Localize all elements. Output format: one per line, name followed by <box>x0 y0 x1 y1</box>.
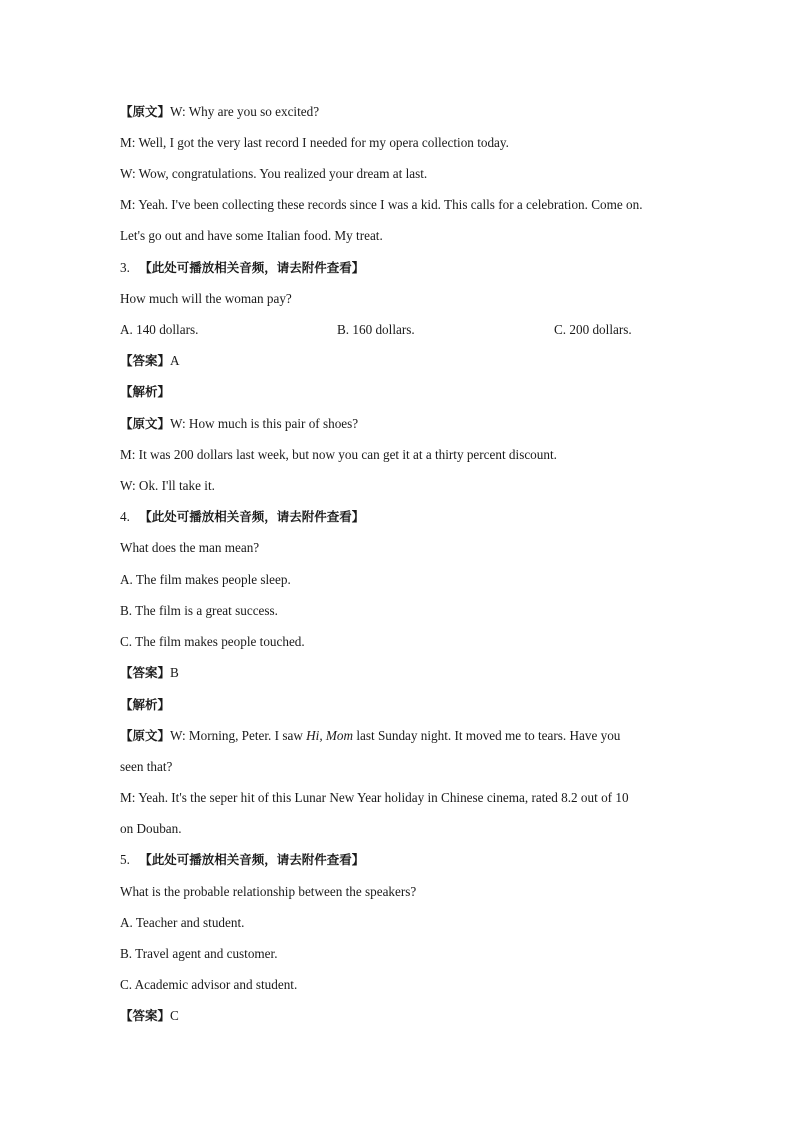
q5-heading <box>120 852 364 868</box>
q4-transcript-line-1 <box>120 728 677 744</box>
q5-answer <box>120 1008 179 1024</box>
q4-question: What does the man mean? <box>120 540 260 555</box>
audio-note: 【此处可播放相关音频，请去附件查看】 <box>139 509 365 524</box>
q3-transcript-line-1 <box>120 416 358 432</box>
answer-value: A <box>170 353 180 368</box>
q3-transcript-line-2: M: It was 200 dollars last week, but now you can get it at a thirty percent discount. <box>120 447 557 462</box>
answer-value: C <box>170 1008 179 1023</box>
q3-heading <box>120 260 364 276</box>
q4-heading <box>120 509 364 525</box>
q5-option-b: B. Travel agent and customer. <box>120 946 278 961</box>
answer-value: B <box>170 665 179 680</box>
q2-transcript-line-5: Let's go out and have some Italian food. My treat. <box>120 228 383 243</box>
q3-transcript-line-3: W: Ok. I'll take it. <box>120 478 215 493</box>
transcript-text: W: Morning, Peter. I saw <box>170 728 303 743</box>
film-title: Hi, Mom <box>306 728 354 743</box>
q4-transcript-line-2-cont: on Douban. <box>120 821 182 836</box>
transcript-label: 【原文】 <box>120 728 171 743</box>
q5-option-a: A. Teacher and student. <box>120 915 245 930</box>
q2-transcript-line-1 <box>120 104 319 120</box>
question-number: 3. <box>120 260 130 275</box>
transcript-label: 【原文】 <box>120 416 171 431</box>
transcript-label: 【原文】 <box>120 104 171 119</box>
q3-question: How much will the woman pay? <box>120 291 292 306</box>
audio-note: 【此处可播放相关音频，请去附件查看】 <box>139 852 365 867</box>
q2-transcript-line-4: M: Yeah. I've been collecting these records since I was a kid. This calls for a celebration. Come on. <box>120 197 643 212</box>
question-number: 5. <box>120 852 130 867</box>
q3-analysis-label: 【解析】 <box>120 384 171 399</box>
q4-option-a: A. The film makes people sleep. <box>120 572 291 587</box>
answer-label: 【答案】 <box>120 665 171 680</box>
q2-transcript-line-2: M: Well, I got the very last record I needed for my opera collection today. <box>120 135 509 150</box>
q5-question: What is the probable relationship between the speakers? <box>120 884 417 899</box>
q3-answer <box>120 353 180 369</box>
transcript-text: last Sunday night. It moved me to tears. Have you <box>356 728 621 743</box>
answer-label: 【答案】 <box>120 1008 171 1023</box>
q4-transcript-line-2: M: Yeah. It's the seper hit of this Lunar New Year holiday in Chinese cinema, rated 8.2 out of 10 <box>120 790 629 805</box>
q3-option-a: A. 140 dollars. <box>120 322 199 337</box>
q3-option-c: C. 200 dollars. <box>554 322 632 337</box>
q4-answer <box>120 665 179 681</box>
q5-option-c: C. Academic advisor and student. <box>120 977 298 992</box>
q4-analysis-label: 【解析】 <box>120 697 171 712</box>
q3-option-b: B. 160 dollars. <box>337 322 415 337</box>
q4-transcript-line-1-cont: seen that? <box>120 759 173 774</box>
audio-note: 【此处可播放相关音频，请去附件查看】 <box>139 260 365 275</box>
transcript-text: W: Why are you so excited? <box>170 104 320 119</box>
answer-label: 【答案】 <box>120 353 171 368</box>
q4-option-b: B. The film is a great success. <box>120 603 278 618</box>
q2-transcript-line-3: W: Wow, congratulations. You realized your dream at last. <box>120 166 428 181</box>
question-number: 4. <box>120 509 130 524</box>
q4-option-c: C. The film makes people touched. <box>120 634 305 649</box>
transcript-text: W: How much is this pair of shoes? <box>170 416 359 431</box>
